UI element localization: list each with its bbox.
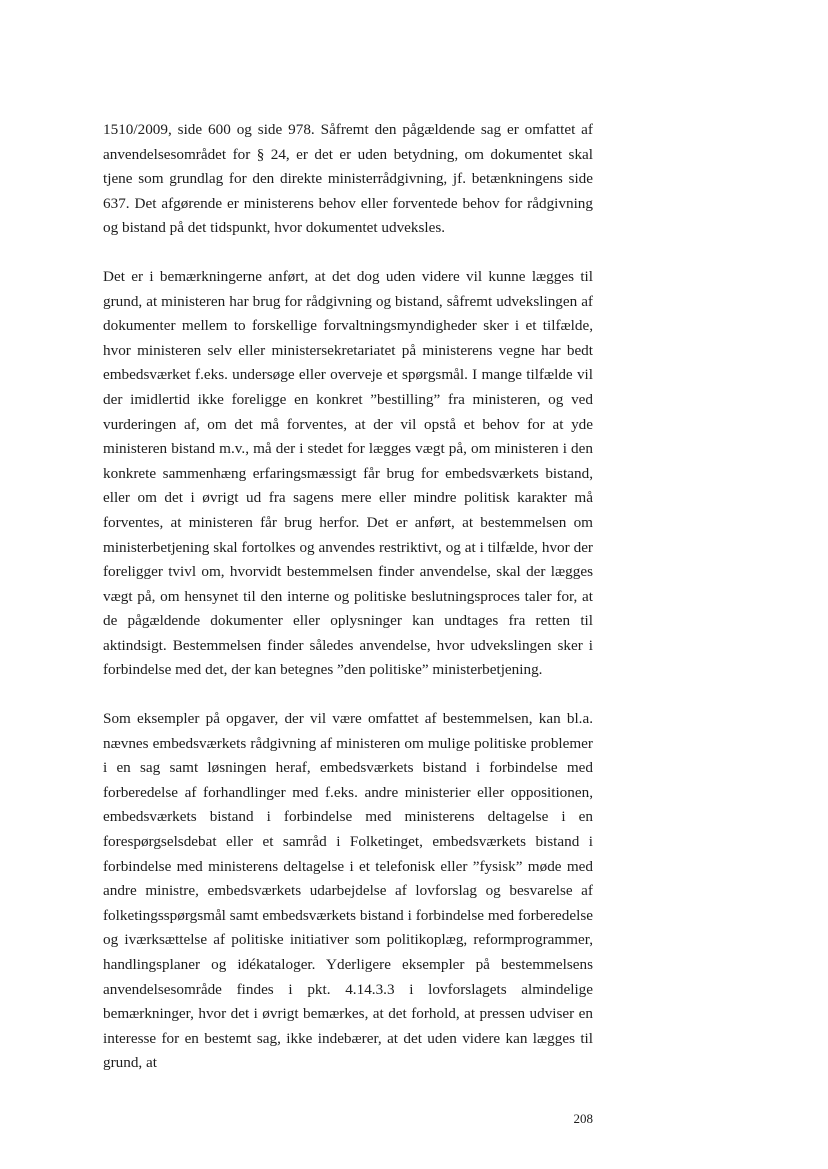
paragraph-1: 1510/2009, side 600 og side 978. Såfremt den pågældende sag er omfattet af anvendelsesområdet for § 24, er det er uden betydning, om dokumentet skal tjene som grundlag for den direkte ministerrådgivning, jf. betænkningens side 637. Det afgørende er ministerens behov eller forventede behov for rådgivning og bistand på det tidspunkt, hvor dokumentet udveksles.	[103, 121, 593, 237]
body-text	[103, 118, 593, 1076]
page-number: 208	[573, 1111, 593, 1126]
paragraph-3: Som eksempler på opgaver, der vil være omfattet af bestemmelsen, kan bl.a. nævnes embedsværkets rådgivning af ministeren om mulige politiske problemer i en sag samt løsningen heraf, embedsværkets bistand i forbindelse med forberedelse af forhandlinger med f.eks. andre ministerier eller oppositionen, embedsværkets bistand i forbindelse med ministerens deltagelse i en forespørgselsdebat eller et samråd i Folketinget, embedsværkets bistand i forbindelse med ministerens deltagelse i et telefonisk eller ”fysisk” møde med andre ministre, embedsværkets udarbejdelse af lovforslag og besvarelse af folketingsspørgsmål samt embedsværkets bistand i forbindelse med forberedelse og iværksættelse af politiske initiativer som politikoplæg, reformprogrammer, handlingsplaner og idékataloger. Yderligere eksempler på bestemmelsens anvendelsesområde findes i pkt. 4.14.3.3 i lovforslagets almindelige bemærkninger, hvor det i øvrigt bemærkes, at det forhold, at pressen udviser en interesse for en bestemt sag, ikke indebærer, at det uden videre kan lægges til grund, at	[103, 710, 593, 1072]
paragraph-2: Det er i bemærkningerne anført, at det dog uden videre vil kunne lægges til grund, at ministeren har brug for rådgivning og bistand, såfremt udvekslingen af dokumenter mellem to forskellige forvaltningsmyndigheder sker i et tilfælde, hvor ministeren selv eller ministersekretariatet på ministerens vegne har bedt embedsværket f.eks. undersøge eller overveje et spørgsmål. I mange tilfælde vil der imidlertid ikke foreligge en konkret ”bestilling” fra ministeren, og ved vurderingen af, om det må forventes, at der vil opstå et behov for at yde ministeren bistand m.v., må der i stedet for lægges vægt på, om ministeren i den konkrete sammenhæng erfaringsmæssigt får brug for embedsværkets bistand, eller om det i øvrigt ud fra sagens mere eller mindre politisk karakter må forventes, at ministeren får brug herfor. Det er anført, at bestemmelsen om ministerbetjening skal fortolkes og anvendes restriktivt, og at i tilfælde, hvor der foreligger tvivl om, hvorvidt bestemmelsen finder anvendelse, skal der lægges vægt på, om hensynet til den interne og politiske beslutningsproces taler for, at de pågældende dokumenter eller oplysninger kan undtages fra retten til aktindsigt. Bestemmelsen finder således anvendelse, hvor udvekslingen sker i forbindelse med det, der kan betegnes ”den politiske” ministerbetjening.	[103, 267, 593, 679]
